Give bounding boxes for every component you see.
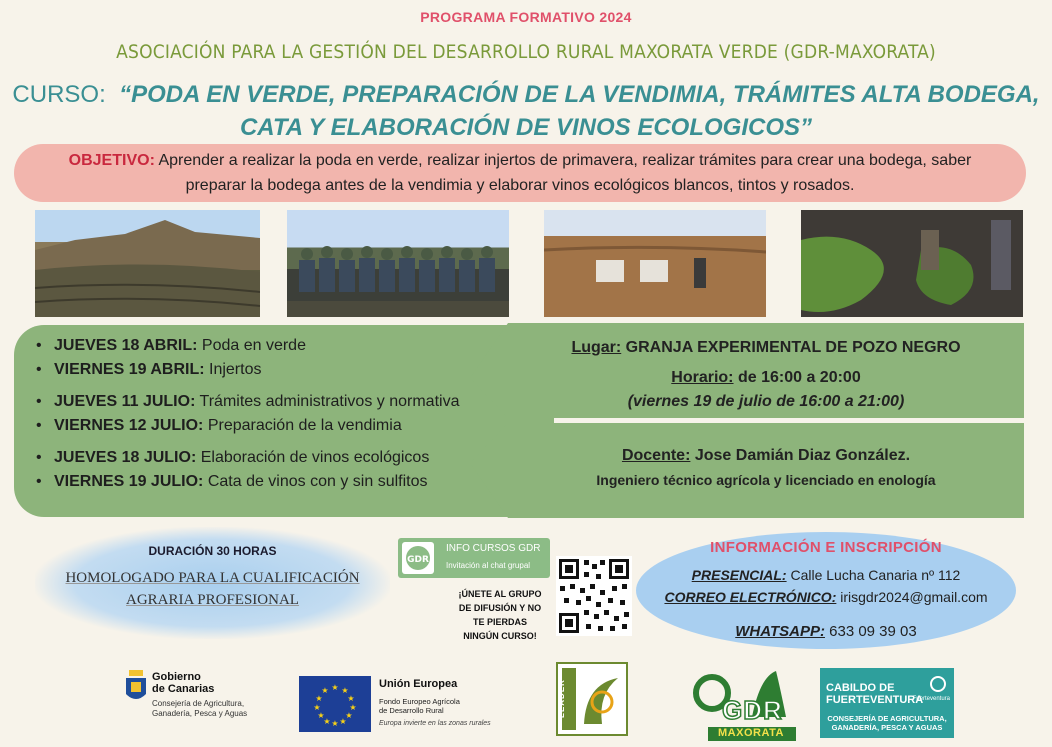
vineyard-illustration: [801, 210, 1023, 317]
place-value: GRANJA EXPERIMENTAL DE POZO NEGRO: [621, 339, 961, 356]
leader-logo: LEADER: [556, 662, 628, 736]
union-europea-logo: ★ ★ ★ ★ ★ ★ ★ ★ ★ ★ ★ ★ Unión Europea Fondo Europeo Agrícola de Desarrollo Rural Europa invierte en las zonas rurales: [299, 676, 511, 732]
svg-text:GDR: GDR: [407, 555, 429, 565]
svg-text:★: ★: [323, 717, 331, 726]
program-title: PROGRAMA FORMATIVO 2024: [420, 9, 632, 25]
whatsapp-card-subtitle: Invitación al chat grupal: [446, 561, 531, 570]
course-label: CURSO:: [12, 81, 106, 108]
info-title: INFORMACIÓN E INSCRIPCIÓN: [710, 539, 942, 556]
presencial-label: PRESENCIAL:: [691, 567, 787, 583]
whatsapp-number[interactable]: 633 09 39 03: [824, 623, 917, 640]
photo-plowing: [544, 210, 766, 317]
teacher-box: [508, 423, 1024, 518]
landscape-illustration: [35, 210, 260, 317]
cabildo-symbol-icon: [928, 674, 948, 694]
schedule-item: • JUEVES 18 JULIO: Elaboración de vinos ecológicos: [36, 446, 536, 470]
teacher-name: Jose Damián Diaz González.: [690, 447, 911, 464]
duration-badge: [35, 527, 390, 639]
svg-text:★: ★: [339, 717, 347, 726]
gobierno-canarias-logo: Gobierno de Canarias Consejería de Agricultura, Ganadería, Pesca y Aguas: [124, 668, 264, 734]
teacher-label: Docente:: [621, 447, 691, 464]
info-registration-panel: [636, 532, 1016, 649]
email-link[interactable]: irisgdr2024@gmail.com: [836, 589, 988, 605]
svg-text:★: ★: [317, 711, 325, 720]
email-label: CORREO ELECTRÓNICO:: [664, 589, 837, 605]
cabildo-fuerteventura-logo: CABILDO DE FUERTEVENTURA Fuerteventura CONSEJERÍA DE AGRICULTURA, GANADERÍA, PESCA Y AGUAS: [820, 668, 954, 738]
association-name: ASOCIACIÓN PARA LA GESTIÓN DEL DESARROLLO RURAL MAXORATA VERDE (GDR-MAXORATA): [116, 41, 936, 63]
schedule-item: • VIERNES 19 JULIO: Cata de vinos con y sin sulfitos: [36, 470, 536, 494]
gdr-small-logo-icon: [402, 542, 434, 574]
gdr-maxorata-logo: GDR MAXORATA: [690, 667, 800, 742]
svg-text:★: ★: [341, 686, 349, 695]
svg-text:★: ★: [321, 686, 329, 695]
duration-line2: AGRARIA PROFESIONAL: [126, 592, 299, 608]
svg-text:★: ★: [331, 683, 339, 692]
objective-banner: [14, 144, 1026, 202]
svg-text:★: ★: [313, 703, 321, 712]
schedule-item: • JUEVES 18 ABRIL: Poda en verde: [36, 334, 536, 358]
course-title-line1: “PODA EN VERDE, PREPARACIÓN DE LA VENDIMIA, TRÁMITES ALTA BODEGA,: [119, 81, 1040, 108]
photo-landscape: [35, 210, 260, 317]
whatsapp-label: WHATSAPP:: [735, 623, 825, 640]
schedule-item: • VIERNES 19 ABRIL: Injertos: [36, 358, 536, 382]
objective-label: OBJETIVO:: [68, 152, 155, 169]
objective-line2: preparar la bodega antes de la vendimia y elaborar vinos ecológicos blancos, tintos y rosados.: [185, 177, 855, 194]
duration-line1: HOMOLOGADO PARA LA CUALIFICACIÓN: [65, 570, 360, 586]
coat-of-arms-icon: [124, 670, 148, 710]
photo-group: [287, 210, 509, 317]
schedule-item: • JUEVES 11 JULIO: Trámites administrativos y normativa: [36, 390, 536, 414]
photo-vineyard: [801, 210, 1023, 317]
svg-text:★: ★: [347, 694, 355, 703]
svg-text:★: ★: [315, 694, 323, 703]
plowing-illustration: [544, 210, 766, 317]
join-group-text: ¡ÚNETE AL GRUPO DE DIFUSIÓN Y NO TE PIERDAS NINGÚN CURSO!: [458, 589, 542, 641]
teacher-description: Ingeniero técnico agrícola y licenciado en enología: [596, 472, 936, 488]
eu-flag-icon: [299, 676, 371, 732]
hours-label: Horario:: [671, 369, 734, 386]
presencial-address: Calle Lucha Canaria nº 112: [786, 567, 961, 583]
svg-text:★: ★: [349, 703, 357, 712]
course-title: [0, 78, 1052, 144]
schedule-list: [36, 334, 536, 494]
svg-text:★: ★: [331, 719, 339, 728]
hours-note: (viernes 19 de julio de 16:00 a 21:00): [627, 393, 905, 410]
schedule-item: • VIERNES 12 JULIO: Preparación de la vendimia: [36, 414, 536, 438]
place-label: Lugar:: [571, 339, 622, 356]
course-title-line2: CATA Y ELABORACIÓN DE VINOS ECOLOGICOS”: [239, 114, 813, 141]
svg-text:★: ★: [345, 711, 353, 720]
duration-title: DURACIÓN 30 HORAS: [148, 544, 277, 558]
place-box: [508, 323, 1024, 418]
qr-code-icon[interactable]: [556, 556, 632, 636]
hours-value: de 16:00 a 20:00: [733, 369, 861, 386]
group-illustration: [287, 210, 509, 317]
whatsapp-card-title: INFO CURSOS GDR: [446, 543, 541, 554]
whatsapp-group-card[interactable]: [398, 538, 550, 578]
objective-line1: Aprender a realizar la poda en verde, realizar injertos de primavera, realizar trámites para crear una bodega, saber: [154, 152, 972, 169]
